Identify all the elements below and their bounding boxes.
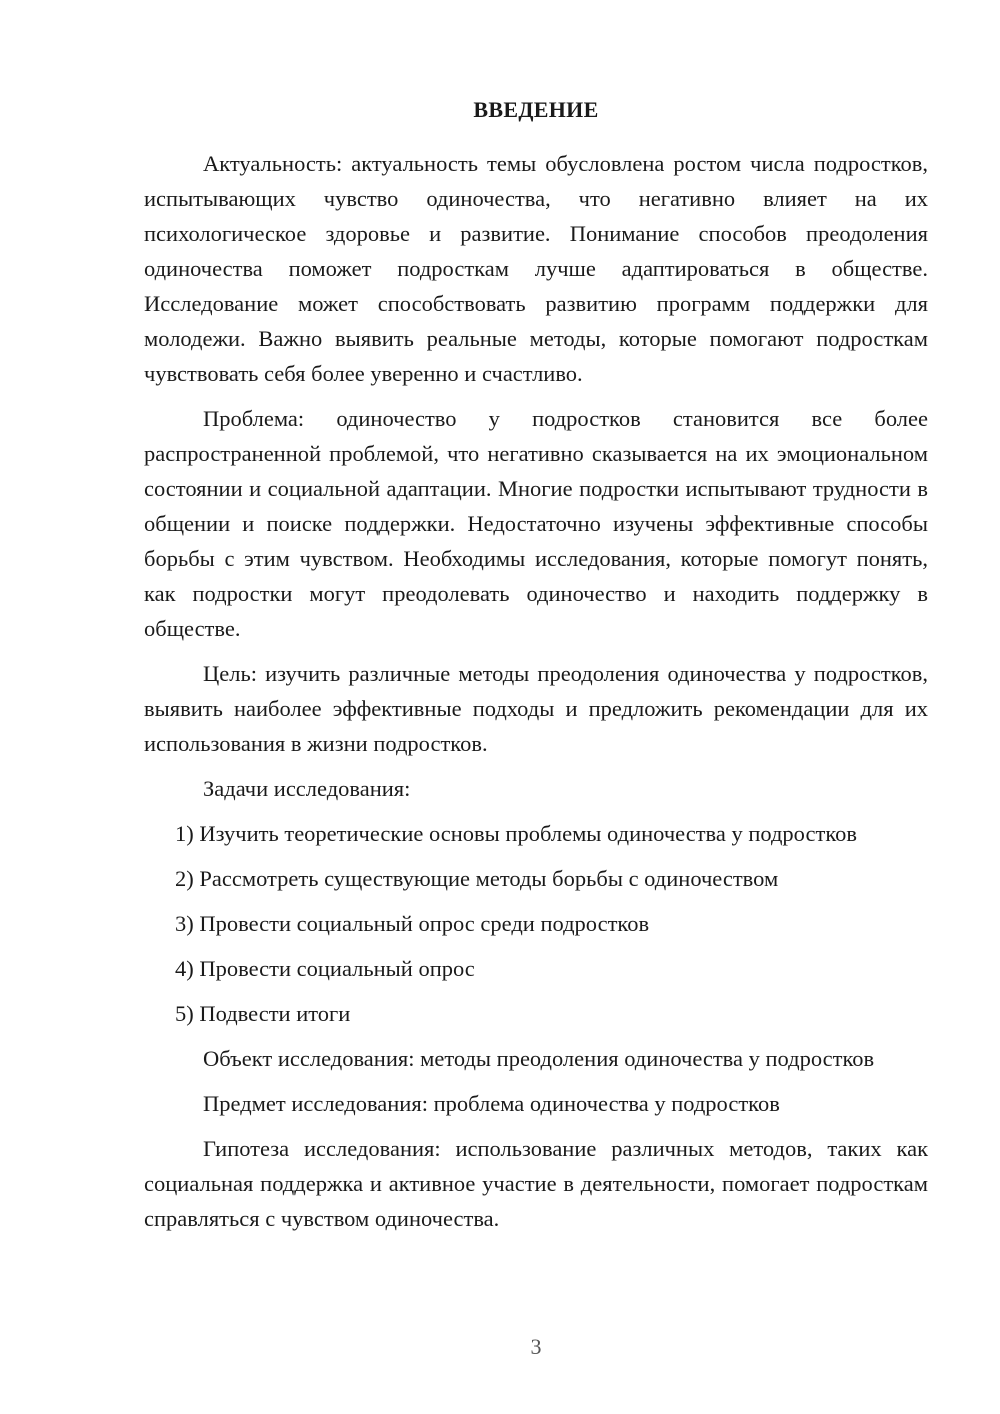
page-title: ВВЕДЕНИЕ: [473, 97, 599, 122]
problem-paragraph: Проблема: одиночество у подростков становится все более распространенной проблемой, что негативно сказывается на их эмоциональном состоянии и социальной адаптации. Многие подростки испытывают трудности в общении и поиске поддержки. Недостаточно изучены эффективные способы борьбы с этим чувством. Необходимы исследования, которые помогут понять, как подростки могут преодолевать одиночество и находить поддержку в обществе.: [144, 406, 928, 641]
list-item: 1) Изучить теоретические основы проблемы одиночества у подростков: [175, 821, 857, 846]
subject-paragraph: Предмет исследования: проблема одиночества у подростков: [203, 1091, 780, 1116]
object-paragraph: Объект исследования: методы преодоления одиночества у подростков: [203, 1046, 875, 1071]
tasks-heading: Задачи исследования:: [203, 776, 411, 801]
list-item: 5) Подвести итоги: [175, 1001, 351, 1026]
list-item: 2) Рассмотреть существующие методы борьбы с одиночеством: [175, 866, 779, 891]
page-number: 3: [530, 1334, 542, 1359]
document-page: [144, 92, 928, 1246]
hypothesis-paragraph: Гипотеза исследования: использование различных методов, таких как социальная поддержка и активное участие в деятельности, помогает подросткам справляться с чувством одиночества.: [144, 1136, 928, 1231]
tasks-list: [144, 816, 928, 1031]
list-item: 3) Провести социальный опрос среди подростков: [175, 911, 650, 936]
goal-paragraph: Цель: изучить различные методы преодоления одиночества у подростков, выявить наиболее эффективные подходы и предложить рекомендации для их использования в жизни подростков.: [144, 661, 928, 756]
list-item: 4) Провести социальный опрос: [175, 956, 475, 981]
relevance-paragraph: Актуальность: актуальность темы обусловлена ростом числа подростков, испытывающих чувство одиночества, что негативно влияет на их психологическое здоровье и развитие. Понимание способов преодоления одиночества поможет подросткам лучше адаптироваться в обществе. Исследование может способствовать развитию программ поддержки для молодежи. Важно выявить реальные методы, которые помогают подросткам чувствовать себя более уверенно и счастливо.: [144, 151, 928, 386]
